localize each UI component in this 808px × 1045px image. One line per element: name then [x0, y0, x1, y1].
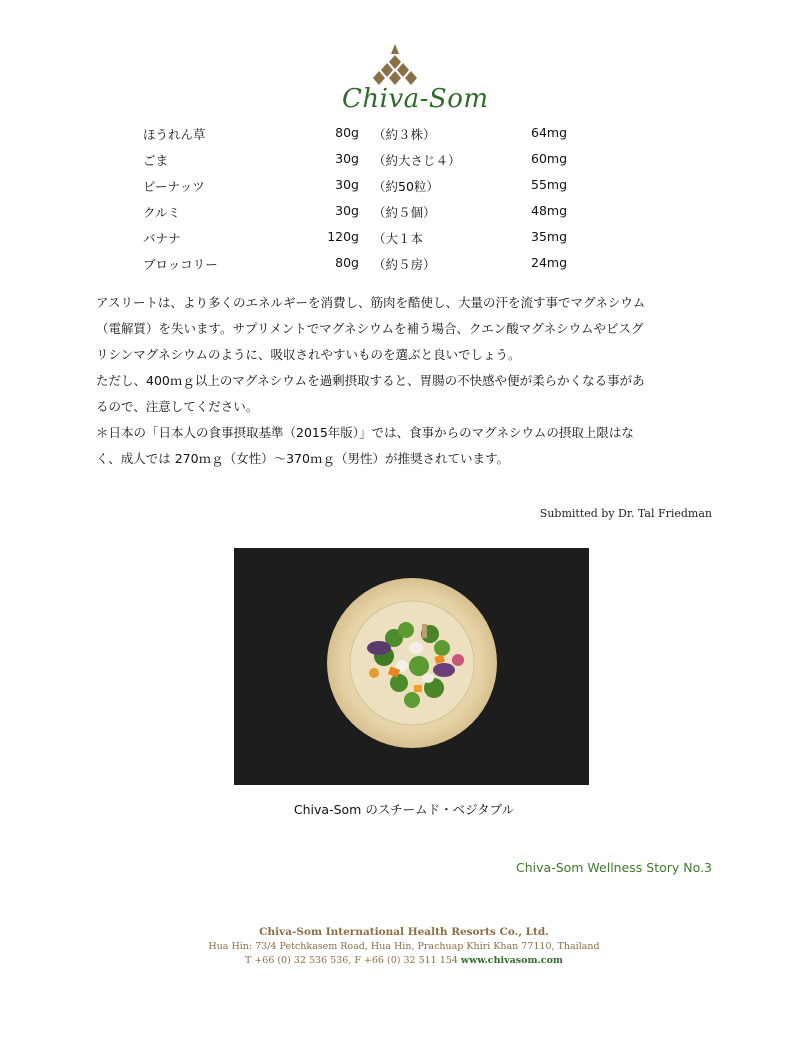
food-name: ブロッコリー [143, 257, 218, 272]
food-amount: 30g [335, 203, 359, 218]
food-amount: 80g [335, 255, 359, 270]
food-portion: （約５個） [373, 205, 436, 220]
food-magnesium: 60mg [531, 151, 568, 166]
table-row [143, 122, 603, 148]
table-row [143, 200, 603, 226]
photo-caption: Chiva-Som のスチームド・ベジタブル [293, 802, 515, 817]
food-portion: （約３株） [373, 127, 436, 142]
body-line: リシンマグネシウムのように、吸収されやすいものを選ぶと良いでしょう。 [96, 347, 521, 362]
food-portion: （約50粒） [373, 179, 439, 194]
food-name: クルミ [143, 205, 181, 220]
author-credit: Submitted by Dr. Tal Friedman [539, 507, 712, 520]
food-amount: 30g [335, 151, 359, 166]
magnesium-food-table [143, 122, 603, 278]
body-line: （電解質）を失います。サプリメントでマグネシウムを補う場合、クエン酸マグネシウムやビスグ [96, 321, 644, 336]
vegetable-plate-illustration [234, 548, 589, 785]
footer-phone-fax: T +66 (0) 32 536 536, F +66 (0) 32 511 154 [244, 955, 458, 966]
footer-contact-line [0, 954, 808, 968]
food-name: バナナ [143, 231, 181, 246]
food-amount: 30g [335, 177, 359, 192]
footer [0, 925, 808, 968]
body-line: アスリートは、より多くのエネルギーを消費し、筋肉を酷使し、大量の汗を流す事でマグネシウム [96, 295, 646, 310]
food-magnesium: 55mg [531, 177, 568, 192]
food-portion: （約５房） [373, 257, 436, 272]
body-line: ただし、400ｍｇ以上のマグネシウムを過剰摂取すると、胃腸の不快感や便が柔らかくなる事があ [96, 373, 645, 388]
food-portion: （大１本 [373, 231, 424, 246]
table-row [143, 148, 603, 174]
food-name: ごま [143, 153, 169, 168]
steamed-vegetables-photo [234, 548, 589, 785]
logo-wordmark: Chiva-Som [342, 84, 489, 114]
table-row [143, 174, 603, 200]
table-row [143, 226, 603, 252]
food-magnesium: 24mg [531, 255, 568, 270]
body-line: るので、注意してください。 [96, 399, 259, 414]
footer-company: Chiva-Som International Health Resorts Co., Ltd. [259, 926, 549, 938]
body-line: く、成人では 270ｍｇ（女性）～370ｍｇ（男性）が推奨されています。 [96, 451, 509, 466]
food-amount: 80g [335, 125, 359, 140]
footer-address: Hua Hin: 73/4 Petchkasem Road, Hua Hin, Prachuap Khiri Khan 77110, Thailand [208, 941, 600, 952]
body-line: ＊日本の「日本人の食事摂取基準（2015年版）」では、食事からのマグネシウムの摂取上限はな [96, 425, 634, 440]
food-amount: 120g [327, 229, 359, 244]
table-row [143, 252, 603, 278]
food-magnesium: 35mg [531, 229, 568, 244]
food-name: ピーナッツ [143, 179, 205, 194]
food-name: ほうれん草 [143, 127, 206, 142]
food-magnesium: 64mg [531, 125, 568, 140]
food-magnesium: 48mg [531, 203, 568, 218]
story-label: Chiva-Som Wellness Story No.3 [516, 860, 712, 875]
article-body [96, 290, 726, 472]
food-portion: （約大さじ４） [373, 153, 461, 168]
chiva-som-logo [330, 40, 489, 120]
footer-website-link[interactable]: www.chivasom.com [460, 955, 563, 966]
